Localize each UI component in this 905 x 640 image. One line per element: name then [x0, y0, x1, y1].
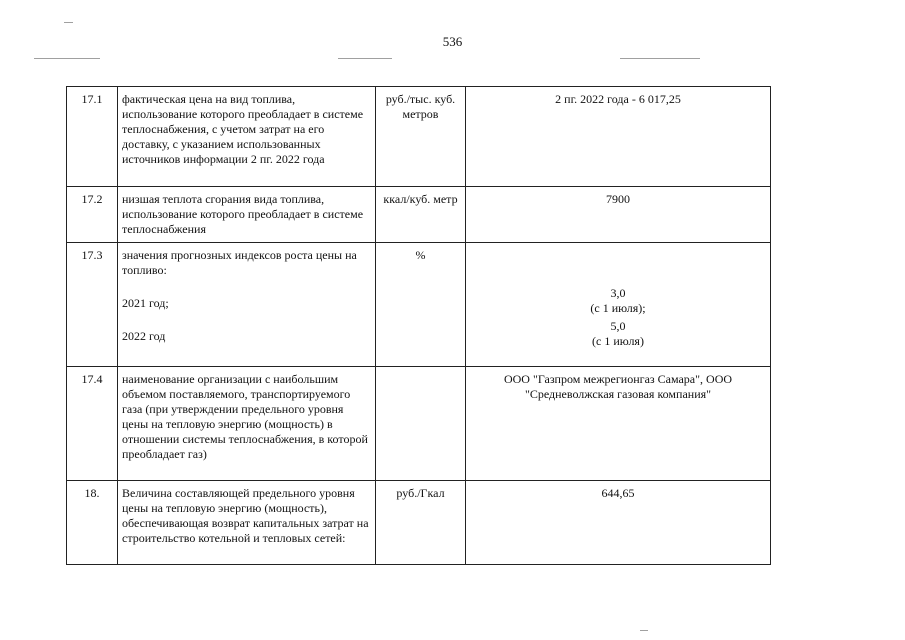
row-description: наименование организации с наибольшим объемом поставляемого, транспортируемого газа (при утверждении предельного уровня цены на тепловую энергию (мощность) в отношении системы теплоснабжения, в которой преобладает газ)	[118, 367, 376, 481]
scan-artifact	[34, 58, 100, 59]
row-description: Величина составляющей предельного уровня цены на тепловую энергию (мощность), обеспечивающая возврат капитальных затрат на строительство котельной и тепловых сетей:	[118, 481, 376, 565]
table-row	[67, 243, 771, 367]
row-number: 17.1	[67, 87, 118, 187]
table-row	[67, 481, 771, 565]
table-row	[67, 187, 771, 243]
row-number: 17.2	[67, 187, 118, 243]
row-unit: %	[376, 243, 466, 367]
row-unit	[376, 367, 466, 481]
sub-item-value: 5,0	[610, 319, 626, 333]
sub-item-value: 3,0	[610, 286, 626, 300]
scan-artifact	[338, 58, 392, 59]
tariff-parameters-table	[66, 86, 771, 565]
table-row	[67, 367, 771, 481]
row-number: 18.	[67, 481, 118, 565]
row-description: низшая теплота сгорания вида топлива, использование которого преобладает в системе теплоснабжения	[118, 187, 376, 243]
sub-item-note: (с 1 июля)	[592, 334, 644, 348]
row-value: 644,65	[466, 481, 771, 565]
row-value	[466, 243, 771, 367]
scan-artifact	[640, 630, 648, 631]
row-number: 17.4	[67, 367, 118, 481]
scan-artifact	[620, 58, 700, 59]
page-number: 536	[442, 34, 463, 49]
row-description-text: значения прогнозных индексов роста цены на топливо:	[122, 248, 357, 277]
sub-item-note: (с 1 июля);	[590, 301, 646, 315]
table-row	[67, 87, 771, 187]
row-description: фактическая цена на вид топлива, использование которого преобладает в системе теплоснабжения, с учетом затрат на его доставку, с указанием использованных источников информации 2 пг. 2022 года	[118, 87, 376, 187]
row-description	[118, 243, 376, 367]
sub-item-label: 2021 год;	[122, 296, 169, 310]
row-unit: ккал/куб. метр	[376, 187, 466, 243]
row-value: ООО "Газпром межрегионгаз Самара", ООО "Средневолжская газовая компания"	[466, 367, 771, 481]
row-value: 7900	[466, 187, 771, 243]
row-value: 2 пг. 2022 года - 6 017,25	[466, 87, 771, 187]
row-unit: руб./Гкал	[376, 481, 466, 565]
scan-artifact	[64, 22, 73, 23]
row-unit: руб./тыс. куб. метров	[376, 87, 466, 187]
sub-item-label: 2022 год	[122, 329, 166, 343]
row-number: 17.3	[67, 243, 118, 367]
